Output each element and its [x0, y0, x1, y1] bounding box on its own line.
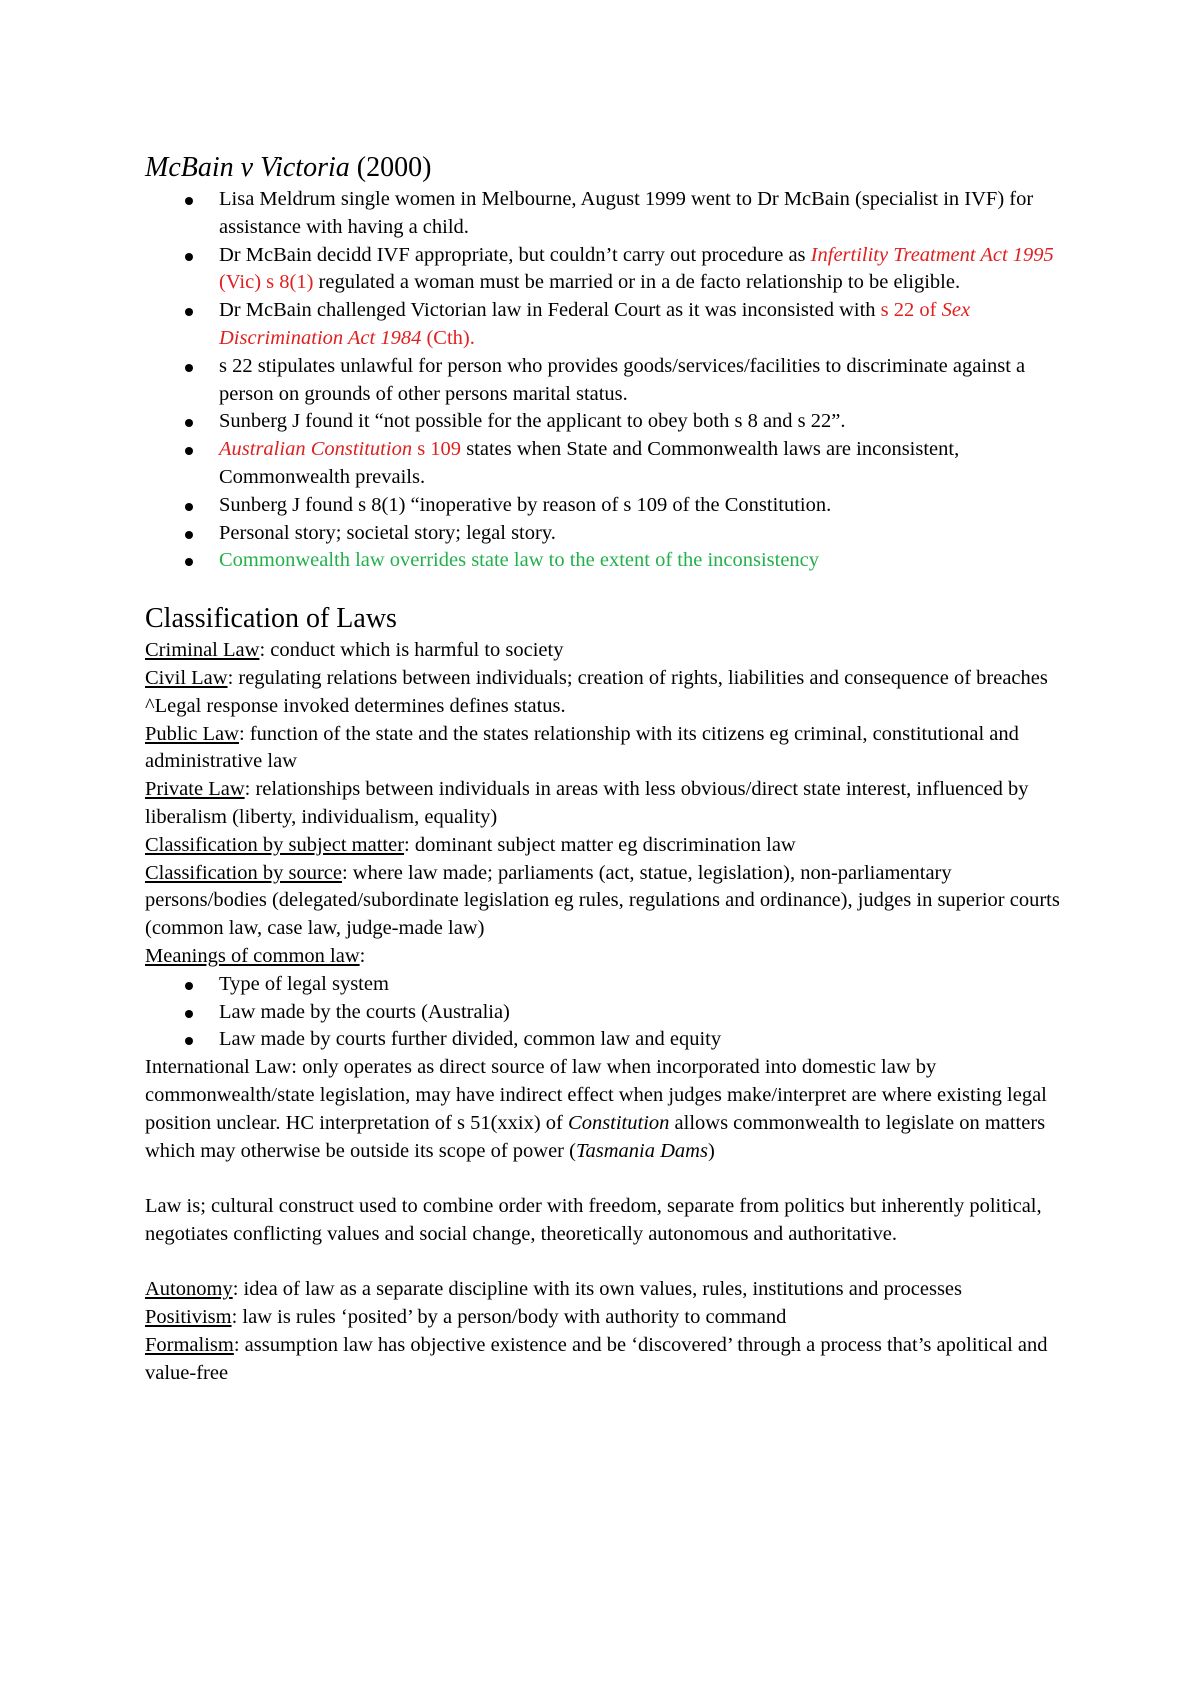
list-item: Law made by the courts (Australia)	[145, 999, 1075, 1027]
law-is-para: Law is; cultural construct used to combine order with freedom, separate from politics but inherently political, negotiates conflicting values and social change, theoretically autonomous and authoritative.	[145, 1195, 1042, 1245]
criminal-law-para: Criminal Law: conduct which is harmful to society	[145, 639, 564, 662]
key-principle: Commonwealth law overrides state law to the extent of the inconsistency	[219, 549, 820, 572]
bullet-icon	[185, 982, 193, 990]
term: Public Law	[145, 722, 239, 745]
case-citation: Tasmania Dams	[575, 1139, 708, 1162]
list-item: s 22 stipulates unlawful for person who provides goods/services/facilities to discriminate against a person on grounds of other persons marital status.	[145, 353, 1075, 409]
autonomy-para: Autonomy: idea of law as a separate discipline with its own values, rules, institutions and processes	[145, 1278, 962, 1301]
bullet-icon	[185, 558, 193, 566]
positivism-para: Positivism: law is rules ‘posited’ by a person/body with authority to command	[145, 1306, 787, 1329]
term: Formalism	[145, 1334, 234, 1357]
bullet-icon	[185, 364, 193, 372]
list-item: Sunberg J found it “not possible for the applicant to obey both s 8 and s 22”.	[145, 408, 1075, 436]
list-item	[145, 547, 1075, 575]
bullet-icon	[185, 253, 193, 261]
list-item: Australian Constitution s 109 states when State and Commonwealth laws are inconsistent, Commonwealth prevails.	[145, 436, 1075, 492]
list-item: Law made by courts further divided, common law and equity	[145, 1026, 1075, 1054]
bullet-icon	[185, 308, 193, 316]
subject-matter-para: Classification by subject matter: dominant subject matter eg discrimination law	[145, 833, 796, 856]
bullet-icon	[185, 197, 193, 205]
classification-heading: Classification of Laws	[145, 603, 397, 635]
formalism-para: Formalism: assumption law has objective existence and be ‘discovered’ through a process that’s apolitical and value-free	[145, 1334, 1048, 1384]
private-law-para: Private Law: relationships between individuals in areas with less obvious/direct state interest, influenced by liberalism (liberty, individualism, equality)	[145, 778, 1029, 828]
bullet-icon	[185, 1010, 193, 1018]
term: Criminal Law	[145, 639, 260, 662]
list-item: Sunberg J found s 8(1) “inoperative by reason of s 109 of the Constitution.	[145, 492, 1075, 520]
act-citation: Infertility Treatment Act 1995	[810, 243, 1054, 266]
common-law-list	[145, 971, 1075, 1054]
list-item: Dr McBain challenged Victorian law in Federal Court as it was inconsisted with s 22 of Sex Discrimination Act 1984 (Cth).	[145, 297, 1075, 353]
list-item: Lisa Meldrum single women in Melbourne, August 1999 went to Dr McBain (specialist in IVF) for assistance with having a child.	[145, 186, 1075, 242]
bullet-icon	[185, 419, 193, 427]
spacer	[145, 1165, 1075, 1193]
legal-response-para: ^Legal response invoked determines defines status.	[145, 694, 566, 717]
term: Private Law	[145, 778, 245, 801]
bullet-icon	[185, 531, 193, 539]
term: Meanings of common law	[145, 944, 360, 967]
bullet-icon	[185, 1037, 193, 1045]
bullet-icon	[185, 447, 193, 455]
public-law-para: Public Law: function of the state and the states relationship with its citizens eg criminal, constitutional and administrative law	[145, 722, 1019, 773]
constitution-citation: Australian Constitution	[219, 438, 413, 461]
act-citation: Sex Discrimination Act 1984	[219, 299, 971, 349]
term: Autonomy	[145, 1278, 233, 1301]
bullet-icon	[185, 503, 193, 511]
civil-law-para: Civil Law: regulating relations between individuals; creation of rights, liabilities and consequence of breaches	[145, 666, 1048, 689]
term: Civil Law	[145, 666, 228, 689]
list-item: Personal story; societal story; legal story.	[145, 520, 1075, 548]
case-year: (2000)	[356, 152, 432, 183]
international-law-para: International Law: only operates as direct source of law when incorporated into domestic law by commonwealth/state legislation, may have indirect effect when judges make/interpret are where existing legal position unclear. HC interpretation of s 51(xxix) of Constitution allows commonwealth to legislate on matters which may otherwise be outside its scope of power (Tasmania Dams)	[145, 1056, 1047, 1162]
spacer	[145, 1249, 1075, 1277]
term: Classification by source	[145, 861, 342, 884]
term: Positivism	[145, 1306, 232, 1329]
term: Classification by subject matter	[145, 833, 405, 856]
case-heading	[145, 150, 1075, 186]
list-item: Dr McBain decidd IVF appropriate, but couldn’t carry out procedure as Infertility Treatment Act 1995 (Vic) s 8(1) regulated a woman must be married or in a de facto relationship to be eligible.	[145, 242, 1075, 298]
list-item: Type of legal system	[145, 971, 1075, 999]
source-para: Classification by source: where law made; parliaments (act, statue, legislation), non-parliamentary persons/bodies (delegated/subordinate legislation eg rules, regulations and ordinance), judges in superior courts (common law, case law, judge-made law)	[145, 861, 1060, 940]
common-law-para: Meanings of common law:	[145, 944, 366, 967]
case-name: McBain v Victoria	[145, 152, 350, 183]
case-bullet-list	[145, 186, 1075, 575]
document-page	[145, 150, 1075, 1388]
